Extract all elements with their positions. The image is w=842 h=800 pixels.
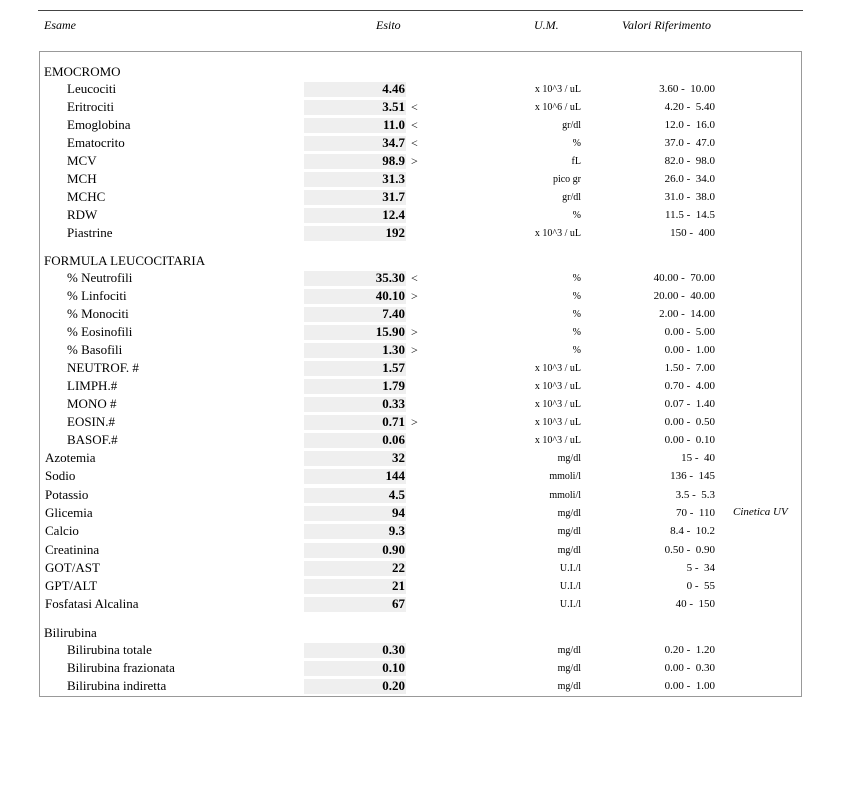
reference-range: 0.00 - 0.10	[664, 434, 715, 446]
result-value: 7.40	[382, 306, 405, 321]
unit-of-measure: x 10^3 / uL	[534, 417, 581, 428]
result-value: 40.10	[375, 288, 405, 303]
table-row	[0, 450, 842, 466]
unit-of-measure: mg/dl	[557, 453, 581, 464]
result-value: 0.20	[382, 677, 405, 693]
result-value: 0.10	[382, 659, 405, 675]
reference-range: 3.60 - 10.00	[659, 83, 715, 95]
unit-of-measure: gr/dl	[562, 192, 581, 203]
unit-of-measure: mmoli/l	[549, 489, 581, 501]
exam-name: EOSIN.#	[67, 414, 116, 429]
exam-name: Azotemia	[45, 450, 96, 465]
result-value: 35.30	[375, 270, 405, 285]
table-row	[0, 596, 842, 612]
exam-name: Potassio	[45, 486, 89, 502]
reference-range: 0.00 - 1.00	[664, 344, 715, 356]
result-cell-shade	[304, 597, 406, 612]
unit-of-measure: mg/dl	[557, 544, 581, 556]
result-value: 144	[385, 468, 405, 484]
table-row	[0, 225, 842, 241]
unit-of-measure: x 10^3 / uL	[534, 381, 581, 392]
result-cell-shade	[304, 561, 406, 576]
reference-range: 4.20 - 5.40	[664, 101, 715, 113]
table-row	[0, 99, 842, 115]
reference-range: 12.0 - 16.0	[664, 119, 715, 131]
reference-range: 20.00 - 40.00	[653, 290, 715, 302]
unit-of-measure: U.I./l	[559, 562, 581, 574]
exam-name: GPT/ALT	[45, 578, 98, 594]
result-value: 11.0	[382, 117, 405, 132]
unit-of-measure: %	[572, 210, 581, 221]
unit-of-measure: x 10^3 / uL	[534, 363, 581, 374]
result-value: 1.57	[382, 360, 405, 375]
result-value: 4.46	[382, 81, 405, 96]
reference-range: 11.5 - 14.5	[664, 209, 715, 221]
out-of-range-flag: <	[411, 100, 418, 114]
result-value: 3.51	[382, 99, 405, 114]
header-valori-riferimento: Valori Riferimento	[622, 18, 711, 32]
result-value: 4.5	[388, 486, 405, 502]
table-row	[0, 189, 842, 205]
result-value: 15.90	[375, 324, 405, 339]
exam-name: NEUTROF. #	[67, 360, 139, 375]
exam-name: Creatinina	[45, 541, 100, 557]
unit-of-measure: fL	[571, 156, 581, 167]
table-row	[0, 360, 842, 376]
reference-range: 0.00 - 0.50	[664, 416, 715, 428]
reference-range: 0.70 - 4.00	[664, 380, 715, 392]
exam-name: Piastrine	[67, 225, 113, 240]
exam-name: % Neutrofili	[67, 270, 133, 285]
reference-range: 0.20 - 1.20	[664, 643, 715, 656]
reference-range: 136 - 145	[670, 470, 715, 483]
exam-name: LIMPH.#	[67, 378, 118, 393]
unit-of-measure: x 10^6 / uL	[534, 102, 581, 113]
table-row	[0, 642, 842, 658]
reference-range: 0.00 - 1.00	[664, 679, 715, 692]
reference-range: 0.50 - 0.90	[664, 543, 715, 556]
out-of-range-flag: >	[411, 343, 418, 357]
result-value: 34.7	[382, 135, 405, 150]
table-row	[0, 270, 842, 286]
unit-of-measure: %	[572, 309, 581, 320]
table-row	[0, 560, 842, 576]
out-of-range-flag: >	[411, 415, 418, 429]
table-row	[0, 171, 842, 187]
result-value: 31.3	[382, 171, 405, 186]
table-row	[0, 523, 842, 539]
result-value: 12.4	[382, 207, 405, 222]
table-row	[0, 378, 842, 394]
table-row	[0, 153, 842, 169]
unit-of-measure: pico gr	[552, 174, 581, 185]
result-value: 192	[385, 225, 405, 240]
reference-range: 0 - 55	[686, 580, 715, 593]
unit-of-measure: mg/dl	[557, 662, 581, 674]
table-row	[0, 207, 842, 223]
unit-of-measure: mg/dl	[557, 680, 581, 692]
reference-range: 31.0 - 38.0	[664, 191, 715, 203]
out-of-range-flag: >	[411, 325, 418, 339]
unit-of-measure: x 10^3 / uL	[534, 435, 581, 446]
exam-name: Bilirubina frazionata	[67, 659, 175, 675]
reference-range: 3.5 - 5.3	[675, 488, 715, 501]
table-row	[0, 487, 842, 503]
exam-name: MCH	[67, 171, 97, 186]
exam-name: Fosfatasi Alcalina	[45, 596, 139, 612]
header-esito: Esito	[376, 18, 401, 32]
out-of-range-flag: >	[411, 289, 418, 303]
reference-range: 70 - 110	[675, 506, 715, 519]
unit-of-measure: %	[572, 138, 581, 149]
exam-name: MCHC	[67, 189, 106, 204]
result-value: 1.79	[382, 378, 405, 393]
exam-name: Ematocrito	[67, 135, 125, 150]
unit-of-measure: x 10^3 / uL	[534, 399, 581, 410]
reference-range: 2.00 - 14.00	[659, 308, 715, 320]
result-cell-shade	[304, 506, 406, 521]
exam-name: % Eosinofili	[67, 324, 133, 339]
unit-of-measure: mg/dl	[557, 526, 581, 538]
out-of-range-flag: <	[411, 136, 418, 150]
unit-of-measure: x 10^3 / uL	[534, 228, 581, 239]
exam-name: Bilirubina indiretta	[67, 677, 167, 693]
reference-range: 26.0 - 34.0	[664, 173, 715, 185]
table-row	[0, 578, 842, 594]
reference-range: 15 - 40	[681, 452, 715, 464]
table-row	[0, 342, 842, 358]
header-esame: Esame	[44, 18, 76, 32]
exam-name: Calcio	[45, 523, 79, 539]
table-row	[0, 432, 842, 448]
result-value: 21	[392, 578, 405, 594]
exam-name: % Linfociti	[67, 288, 127, 303]
out-of-range-flag: <	[411, 118, 418, 132]
unit-of-measure: mmoli/l	[549, 471, 581, 483]
unit-of-measure: U.I./l	[559, 599, 581, 611]
exam-name: Leucociti	[67, 81, 117, 96]
table-row	[0, 81, 842, 97]
reference-range: 0.00 - 5.00	[664, 326, 715, 338]
unit-of-measure: %	[572, 291, 581, 302]
reference-range: 8.4 - 10.2	[670, 525, 715, 538]
reference-range: 40 - 150	[675, 598, 715, 611]
reference-range: 37.0 - 47.0	[664, 137, 715, 149]
unit-of-measure: %	[572, 327, 581, 338]
section-header: FORMULA LEUCOCITARIA	[44, 253, 206, 268]
result-value: 32	[392, 450, 405, 465]
result-value: 0.90	[382, 541, 405, 557]
unit-of-measure: gr/dl	[562, 120, 581, 131]
result-value: 1.30	[382, 342, 405, 357]
result-value: 0.06	[382, 432, 405, 447]
exam-name: Eritrociti	[67, 99, 114, 114]
exam-name: BASOF.#	[67, 432, 118, 447]
exam-name: % Basofili	[67, 342, 123, 357]
method-note: Cinetica UV	[733, 505, 788, 518]
table-row	[0, 468, 842, 484]
exam-name: Sodio	[45, 468, 76, 484]
result-cell-shade	[304, 579, 406, 594]
unit-of-measure: mg/dl	[557, 644, 581, 656]
table-row	[0, 660, 842, 676]
table-row	[0, 396, 842, 412]
out-of-range-flag: >	[411, 154, 418, 168]
table-row	[0, 414, 842, 430]
reference-range: 150 - 400	[670, 227, 715, 239]
result-value: 0.33	[382, 396, 405, 411]
table-row	[0, 306, 842, 322]
result-value: 0.71	[382, 414, 405, 429]
exam-name: Emoglobina	[67, 117, 131, 132]
exam-name: % Monociti	[67, 306, 129, 321]
table-row	[0, 324, 842, 340]
exam-name: GOT/AST	[45, 559, 100, 575]
result-value: 94	[392, 504, 405, 520]
table-row	[0, 135, 842, 151]
table-row	[0, 288, 842, 304]
section-header: Bilirubina	[44, 624, 97, 640]
unit-of-measure: mg/dl	[557, 507, 581, 519]
exam-name: Bilirubina totale	[67, 641, 152, 657]
reference-range: 0.07 - 1.40	[664, 398, 715, 410]
result-value: 0.30	[382, 641, 405, 657]
table-row	[0, 678, 842, 694]
table-row	[0, 505, 842, 521]
exam-name: MCV	[67, 153, 97, 168]
result-value: 31.7	[382, 189, 405, 204]
unit-of-measure: x 10^3 / uL	[534, 84, 581, 95]
table-row	[0, 542, 842, 558]
exam-name: Glicemia	[45, 504, 93, 520]
result-value: 98.9	[382, 153, 405, 168]
unit-of-measure: %	[572, 345, 581, 356]
exam-name: RDW	[67, 207, 98, 222]
reference-range: 40.00 - 70.00	[653, 272, 715, 284]
result-value: 22	[392, 559, 405, 575]
reference-range: 0.00 - 0.30	[664, 661, 715, 674]
section-header: EMOCROMO	[44, 64, 121, 79]
result-value: 67	[392, 596, 405, 612]
out-of-range-flag: <	[411, 271, 418, 285]
unit-of-measure: %	[572, 273, 581, 284]
result-cell-shade	[304, 451, 406, 466]
reference-range: 1.50 - 7.00	[664, 362, 715, 374]
exam-name: MONO #	[67, 396, 117, 411]
header-um: U.M.	[534, 18, 559, 32]
reference-range: 5 - 34	[686, 561, 715, 574]
table-row	[0, 117, 842, 133]
result-value: 9.3	[388, 523, 405, 539]
unit-of-measure: U.I./l	[559, 581, 581, 593]
reference-range: 82.0 - 98.0	[664, 155, 715, 167]
